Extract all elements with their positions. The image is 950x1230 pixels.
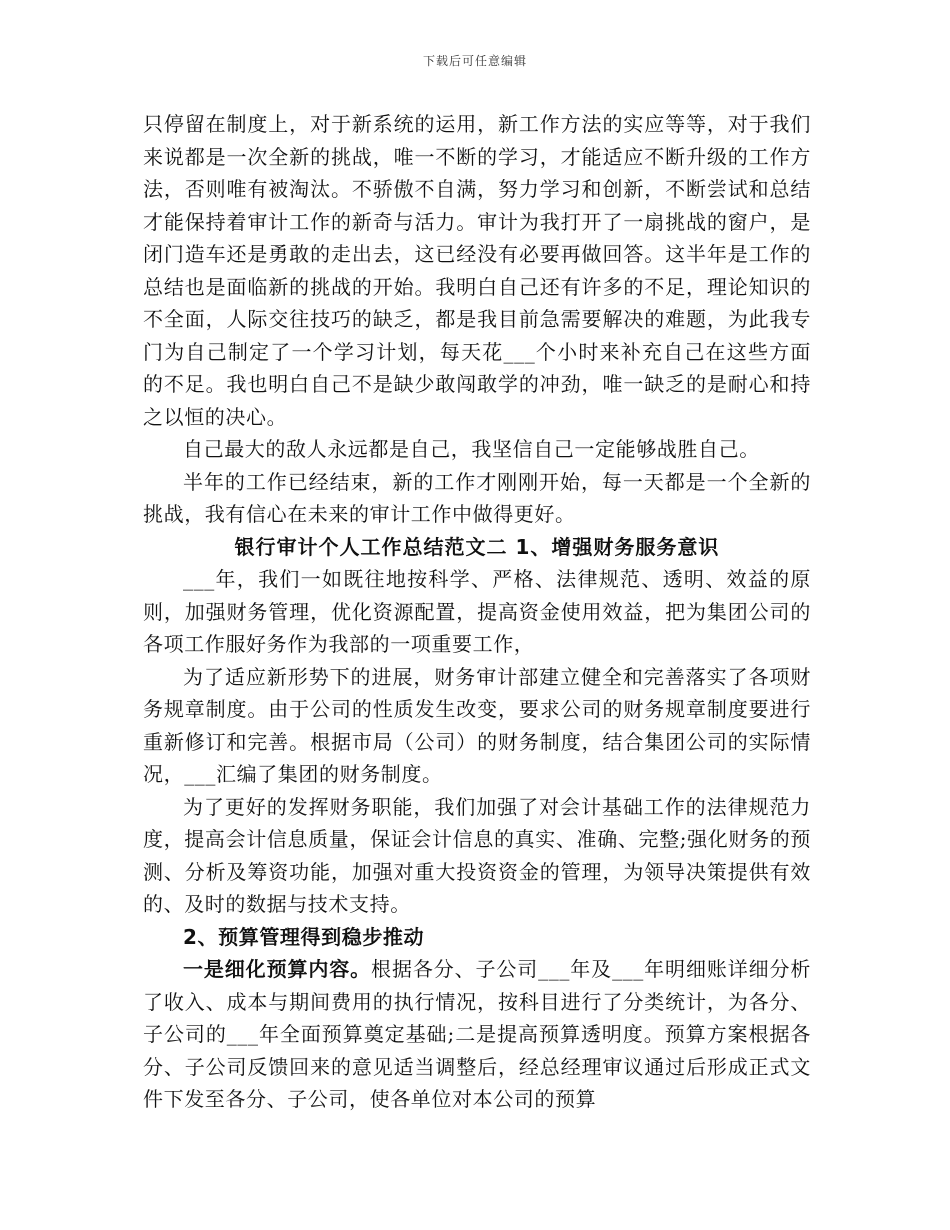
page-header: 下载后可任意编辑 (422, 54, 527, 68)
paragraph: 为了更好的发挥财务职能，我们加强了对会计基础工作的法律规范力度，提高会计信息质量，保证会计信息的真实、准确、完整;强化财务的预测、分析及筹资功能，加强对重大投资资金的管理，为领导决策提供有效的、及时的数据与技术支持。 (143, 794, 811, 916)
paragraph-text: 根据各分、子公司___年及___年明细账详细分析了收入、成本与期间费用的执行情况，按科目进行了分类统计，为各分、子公司的___年全面预算奠定基础;二是提高预算透明度。预算方案根据各分、子公司反馈回来的意见适当调整后，经总经理审议通过后形成正式文件下发至各分、子公司，使各单位对本公司的预算 (143, 957, 812, 1111)
paragraph-lead: 一是细化预算内容。 (183, 957, 372, 981)
paragraph: 只停留在制度上，对于新系统的运用，新工作方法的实应等等，对于我们来说都是一次全新的挑战，唯一不断的学习，才能适应不断升级的工作方法，否则唯有被淘汰。不骄傲不自满，努力学习和创新，不断尝试和总结才能保持着审计工作的新奇与活力。审计为我打开了一扇挑战的窗户，是闭门造车还是勇敢的走出去，这已经没有必要再做回答。这半年是工作的总结也是面临新的挑战的开始。我明白自己还有许多的不足，理论知识的不全面，人际交往技巧的缺乏，都是我目前急需要解决的难题，为此我专门为自己制定了一个学习计划，每天花___个小时来补充自己在这些方面的不足。我也明白自己不是缺少敢闯敢学的冲劲，唯一缺乏的是耐心和持之以恒的决心。 (143, 112, 811, 429)
paragraph: 为了适应新形势下的进展，财务审计部建立健全和完善落实了各项财务规章制度。由于公司的性质发生改变，要求公司的财务规章制度要进行重新修订和完善。根据市局（公司）的财务制度，结合集团公司的实际情况，___汇编了集团的财务制度。 (143, 664, 811, 786)
paragraph (143, 953, 811, 1116)
paragraph: ___年，我们一如既往地按科学、严格、法律规范、透明、效益的原则，加强财务管理，优化资源配置，提高资金使用效益，把为集团公司的各项工作服好务作为我部的一项重要工作， (143, 567, 811, 656)
paragraph: 半年的工作已经结束，新的工作才刚刚开始，每一天都是一个全新的挑战，我有信心在未来的审计工作中做得更好。 (143, 469, 811, 526)
document-body (143, 108, 811, 1116)
section-title: 银行审计个人工作总结范文二 1、增强财务服务意识 (234, 534, 720, 559)
paragraph: 自己最大的敌人永远都是自己，我坚信自己一定能够战胜自己。 (183, 437, 760, 461)
section-heading: 2、预算管理得到稳步推动 (183, 924, 425, 949)
